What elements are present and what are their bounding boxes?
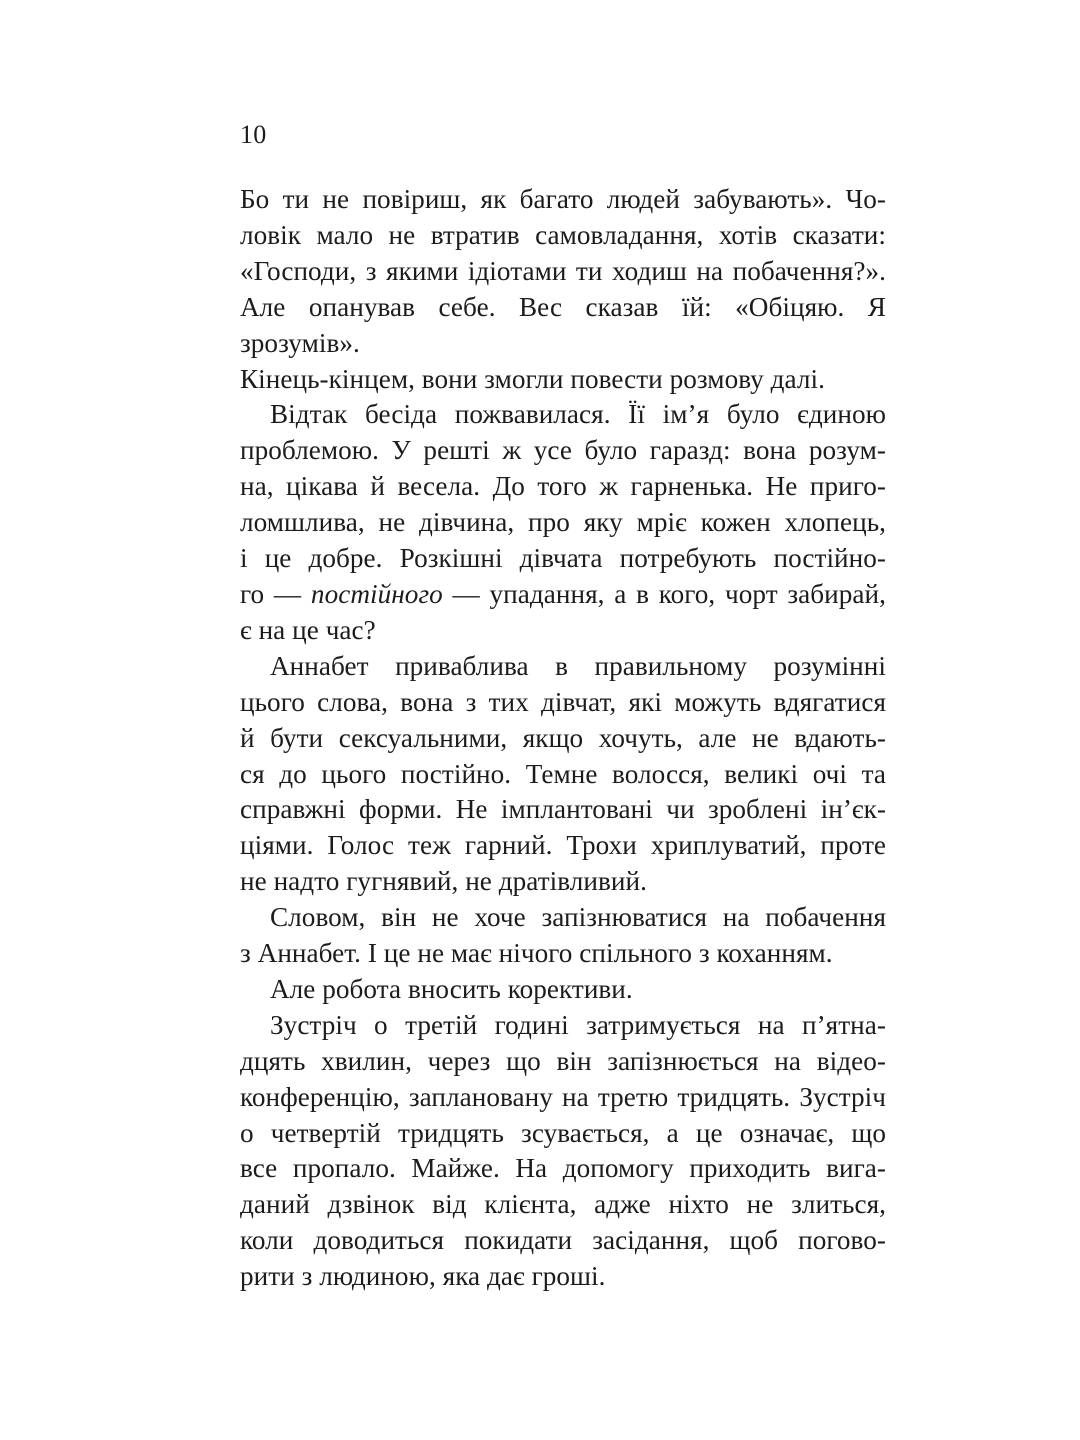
text-line: на, цікава й весела. До того ж гарненька. Не приго- <box>240 471 886 502</box>
text-line: цього слова, вона з тих дівчат, які можуть вдягатися <box>240 686 886 717</box>
text-line: ловік мало не втратив самовладання, хотів сказати: <box>240 219 886 250</box>
text-line: Аннабет приваблива в правильному розумінні <box>270 650 886 681</box>
text-line: Але опанував себе. Вес сказав їй: «Обіцяю. Я зрозумів». <box>240 291 886 358</box>
paragraph-2 <box>240 397 886 648</box>
text-line: і це добре. Розкішні дівчата потребують постійно- <box>240 543 886 574</box>
page-number: 10 <box>240 120 267 149</box>
text-line: все пропало. Майже. На допомогу приходить вига- <box>240 1153 886 1184</box>
text-line: коли доводиться покидати засідання, щоб погово- <box>240 1225 886 1256</box>
paragraph-5 <box>240 972 886 1008</box>
text-line: о четвертій тридцять зсувається, а це означає, що <box>240 1117 886 1148</box>
text-line: го — постійного — упадання, а в кого, чорт забирай, <box>240 578 886 609</box>
text-line: й бути сексуальними, якщо хочуть, але не вдають- <box>240 722 886 753</box>
paragraph-6 <box>240 1008 886 1295</box>
text-line: дцять хвилин, через що він запізнюється на відео- <box>240 1045 886 1076</box>
text-line: даний дзвінок від клієнта, адже ніхто не злиться, <box>240 1189 886 1220</box>
text-line: Кінець-кінцем, вони змогли повести розмову далі. <box>240 363 825 394</box>
text-line: проблемою. У решті ж усе було гаразд: вона розум- <box>240 435 886 466</box>
text-line: ся до цього постійно. Темне волосся, великі очі та <box>240 758 886 789</box>
text-line: конференцію, заплановану на третю тридцять. Зустріч <box>240 1081 886 1112</box>
paragraph-1 <box>240 182 886 397</box>
text-line: Бо ти не повіриш, як багато людей забувають». Чо- <box>240 184 886 214</box>
text-line: є на це час? <box>240 614 376 645</box>
paragraph-3 <box>240 649 886 900</box>
paragraph-4 <box>240 900 886 972</box>
emphasis-word: постійного <box>310 578 443 609</box>
text-line: не надто гугнявий, не дратівливий. <box>240 866 647 897</box>
body-text-block <box>240 182 886 1295</box>
text-line: «Господи, з якими ідіотами ти ходиш на побачення?». <box>240 255 886 286</box>
text-line: Словом, він не хоче запізнюватися на побачення <box>270 902 886 933</box>
text-line: Відтак бесіда пожвавилася. Її ім’я було єдиною <box>270 399 886 430</box>
text-line: з Аннабет. І це не має нічого спільного з коханням. <box>240 938 833 969</box>
text-line: справжні форми. Не імплантовані чи зроблені ін’єк- <box>240 794 886 825</box>
text-line: Зустріч о третій годині затримується на п’ятна- <box>270 1009 886 1040</box>
text-line: ціями. Голос теж гарний. Трохи хриплуватий, проте <box>240 830 886 861</box>
text-line: Але робота вносить корективи. <box>270 973 633 1004</box>
text-line: ломшлива, не дівчина, про яку мріє кожен хлопець, <box>240 507 886 538</box>
text-line: рити з людиною, яка дає гроші. <box>240 1261 606 1292</box>
